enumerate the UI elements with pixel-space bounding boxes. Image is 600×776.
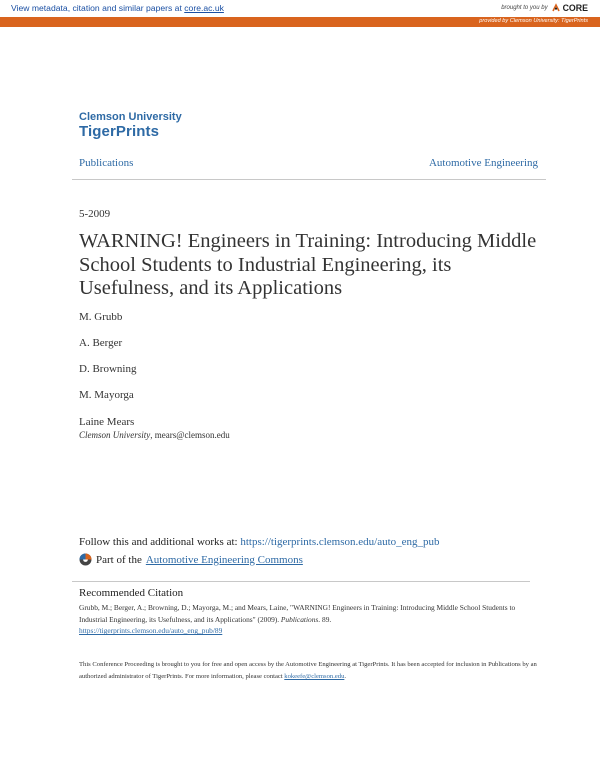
paper-title: WARNING! Engineers in Training: Introducing Middle School Students to Industrial Engineering, its Usefulness, and its Applications [79,230,537,299]
author-affiliation: Clemson University, mears@clemson.edu [79,430,230,440]
core-logo-icon [551,3,561,13]
repository-name[interactable]: TigerPrints [79,123,160,140]
follow-works: Follow this and additional works at: https://tigerprints.clemson.edu/auto_eng_pub [79,536,440,548]
access-notice: This Conference Proceeding is brought to you for free and open access by the Automotive Engineering at TigerPrints. It has been accepted for inclusion in Publications by an authorized administrator of TigerPrints. For more information, please contact kokeefe@clemson.edu. [79,661,537,680]
author-1: M. Grubb [79,311,123,323]
core-logo[interactable]: CORE [551,3,588,13]
repository-header [79,111,182,140]
breadcrumb [79,157,538,177]
institution-name[interactable]: Clemson University [79,111,182,123]
publication-date: 5-2009 [79,208,111,220]
recommended-citation-heading: Recommended Citation [79,587,184,599]
author-4: M. Mayorga [79,389,134,401]
citation-url-link[interactable]: https://tigerprints.clemson.edu/auto_eng_pub/89 [79,626,223,636]
breadcrumb-publications[interactable]: Publications [79,157,134,169]
core-metadata-link[interactable]: View metadata, citation and similar papers at core.ac.uk [11,3,224,13]
commons-link[interactable]: Automotive Engineering Commons [145,553,303,566]
part-of-commons: Part of the Automotive Engineering Commons [79,553,303,566]
breadcrumb-automotive-engineering[interactable]: Automotive Engineering [428,157,538,169]
contact-email-link[interactable]: kokeefe@clemson.edu [284,673,345,680]
header-divider [72,179,546,180]
collection-url-link[interactable]: https://tigerprints.clemson.edu/auto_eng_pub [240,536,440,548]
author-3: D. Browning [79,363,137,375]
provided-by-text: provided by Clemson University: TigerPrints [479,18,588,24]
citation-divider [72,581,530,582]
brought-by-text: brought to you by [501,5,548,11]
author-5: Laine Mears [79,416,135,428]
network-icon [79,553,92,566]
core-brand [501,3,588,13]
citation-text: Grubb, M.; Berger, A.; Browning, D.; Mayorga, M.; and Mears, Laine, "WARNING! Engineers in Training: Introducing Middle School Students to Industrial Engineering, its Usefulness, and its Applications" (2009). Publications. 89. https://tigerprints.clemson.edu/auto_eng_pub/89 [79,603,516,636]
core-provided-strip [0,17,600,27]
author-2: A. Berger [79,337,123,349]
core-banner [0,0,600,18]
